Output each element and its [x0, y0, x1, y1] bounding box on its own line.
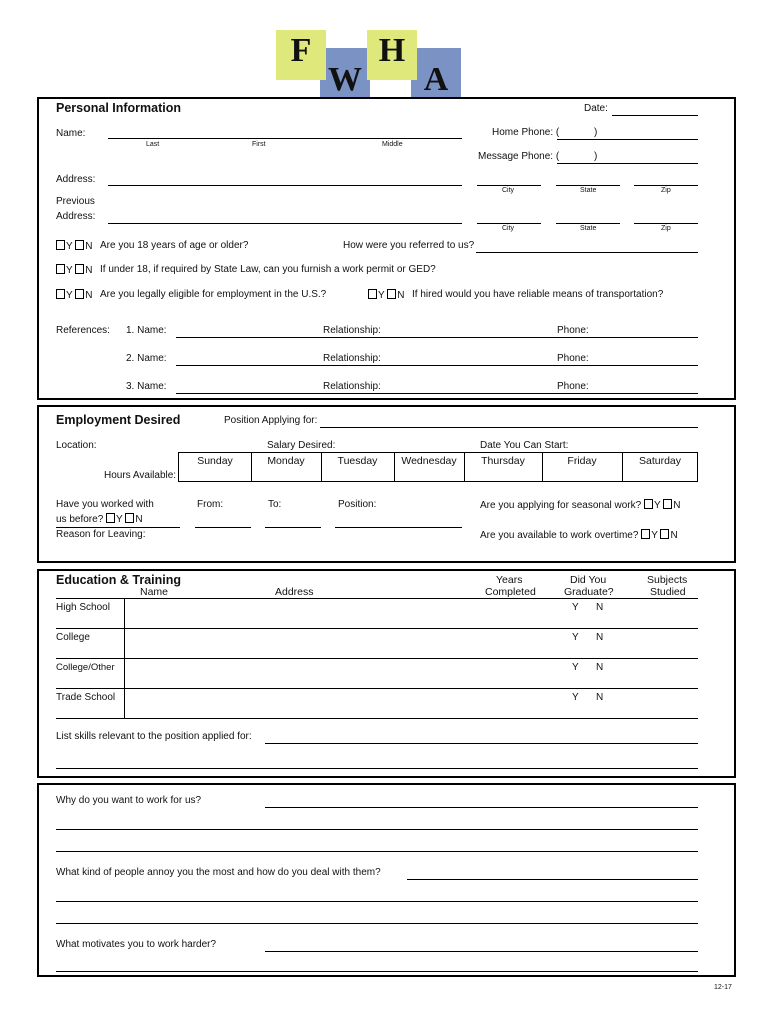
age-y-checkbox[interactable]	[56, 240, 65, 250]
location-label: Location:	[56, 440, 97, 451]
days-table	[178, 452, 698, 482]
skills-label: List skills relevant to the position applied for:	[56, 731, 252, 742]
college-n[interactable]: N	[596, 632, 604, 643]
high-school-y[interactable]: Y	[572, 602, 579, 613]
age-question: Are you 18 years of age or older?	[100, 240, 249, 251]
high-school-row-line[interactable]	[56, 628, 698, 629]
eligible-checkboxes[interactable]: Y N	[56, 289, 93, 301]
worked-n-checkbox[interactable]	[125, 513, 134, 523]
logo-tile-h	[367, 30, 417, 80]
skills-field-2[interactable]	[56, 768, 698, 769]
permit-y-checkbox[interactable]	[56, 264, 65, 274]
trade-school-label: Trade School	[56, 692, 116, 703]
annoy-field-2[interactable]	[56, 901, 698, 902]
state-field[interactable]	[556, 185, 620, 186]
hours-available-label: Hours Available:	[104, 470, 177, 481]
eligible-y-checkbox[interactable]	[56, 289, 65, 299]
worked-underline	[56, 527, 180, 528]
day-monday[interactable]: Monday	[267, 455, 305, 467]
overtime-question: Are you available to work overtime? Y N	[480, 530, 678, 541]
transport-y-checkbox[interactable]	[368, 289, 377, 299]
last-label: Last	[146, 141, 160, 148]
seasonal-text: Are you applying for seasonal work?	[480, 500, 642, 511]
annoy-field-3[interactable]	[56, 923, 698, 924]
seasonal-question: Are you applying for seasonal work? Y N	[480, 500, 681, 511]
permit-checkboxes[interactable]: Y N	[56, 264, 93, 276]
why-field-2[interactable]	[56, 829, 698, 830]
address-label: Address:	[56, 174, 96, 185]
why-field-3[interactable]	[56, 851, 698, 852]
previous-zip-field[interactable]	[634, 223, 698, 224]
college-y[interactable]: Y	[572, 632, 579, 643]
transport-question: If hired would you have reliable means of transportation?	[412, 289, 664, 300]
transport-n-checkbox[interactable]	[387, 289, 396, 299]
position-worked-label: Position:	[338, 499, 377, 510]
middle-label: Middle	[382, 141, 403, 148]
date-field[interactable]	[612, 115, 698, 116]
logo-tile-w	[320, 48, 370, 98]
previous-zip-label: Zip	[661, 225, 671, 232]
from-label: From:	[197, 499, 224, 510]
worked-before-text: us before?	[56, 514, 104, 525]
overtime-n-checkbox[interactable]	[660, 529, 669, 539]
seasonal-n-checkbox[interactable]	[663, 499, 672, 509]
logo-tile-a	[411, 48, 461, 98]
college-other-label: College/Other	[56, 662, 115, 673]
day-wednesday[interactable]: Wednesday	[401, 455, 457, 467]
address-column-header: Address	[275, 586, 314, 598]
ref1-field[interactable]	[176, 337, 698, 338]
footer-code: 12-17	[714, 984, 732, 991]
ref1-relationship-label: Relationship:	[323, 325, 381, 336]
ref3-field[interactable]	[176, 393, 698, 394]
city-field[interactable]	[477, 185, 541, 186]
to-label: To:	[268, 499, 282, 510]
motivate-field-1[interactable]	[265, 951, 698, 952]
home-phone-label: Home Phone: (	[492, 127, 560, 138]
reason-leaving-label: Reason for Leaving:	[56, 529, 146, 540]
logo-tile-f	[276, 30, 326, 80]
annoy-field-1[interactable]	[407, 879, 698, 880]
message-phone-label: Message Phone: (	[478, 151, 560, 162]
trade-school-row-line[interactable]	[56, 718, 698, 719]
name-label: Name:	[56, 128, 86, 139]
permit-n-checkbox[interactable]	[75, 264, 84, 274]
ref1-phone-label: Phone:	[557, 325, 589, 336]
years-header-1: Years	[496, 574, 523, 586]
day-thursday[interactable]: Thursday	[481, 455, 525, 467]
references-label: References:	[56, 325, 110, 336]
worked-y-checkbox[interactable]	[106, 513, 115, 523]
name-field[interactable]	[108, 138, 462, 139]
logo-letter-w: W	[328, 61, 362, 98]
subjects-header-1: Subjects	[647, 574, 688, 586]
message-phone-close: )	[594, 151, 598, 162]
trade-school-y[interactable]: Y	[572, 692, 579, 703]
ref2-phone-label: Phone:	[557, 353, 589, 364]
education-header-line	[56, 598, 698, 599]
day-saturday[interactable]: Saturday	[638, 455, 682, 467]
ref2-name-label: 2. Name:	[126, 353, 167, 364]
previous-city-label: City	[502, 225, 515, 232]
referred-field[interactable]	[476, 252, 698, 253]
zip-field[interactable]	[634, 185, 698, 186]
ref2-relationship-label: Relationship:	[323, 353, 381, 364]
overtime-text: Are you available to work overtime?	[480, 530, 639, 541]
subjects-header-2: Studied	[650, 586, 686, 598]
college-row-line[interactable]	[56, 658, 698, 659]
previous-address-label: Address:	[56, 211, 96, 222]
transport-checkboxes[interactable]: Y N	[368, 289, 405, 301]
salary-label: Salary Desired:	[267, 440, 336, 451]
to-field[interactable]	[265, 527, 321, 528]
seasonal-y-checkbox[interactable]	[644, 499, 653, 509]
from-field[interactable]	[195, 527, 251, 528]
motivate-question: What motivates you to work harder?	[56, 939, 217, 950]
logo-letter-h: H	[378, 32, 406, 69]
college-label: College	[56, 632, 90, 643]
logo-letter-a: A	[423, 61, 449, 98]
message-phone-field[interactable]	[557, 163, 698, 164]
worked-before-label-2: us before? Y N	[56, 514, 143, 525]
graduate-header-1: Did You	[570, 574, 607, 586]
ref3-phone-label: Phone:	[557, 381, 589, 392]
education-section	[37, 569, 736, 778]
college-other-y[interactable]: Y	[572, 662, 579, 673]
eligible-question: Are you legally eligible for employment in the U.S.?	[100, 289, 327, 300]
previous-address-field[interactable]	[108, 223, 462, 224]
why-field-1[interactable]	[265, 807, 698, 808]
why-question: Why do you want to work for us?	[56, 795, 202, 806]
education-title: Education & Training	[56, 573, 182, 587]
name-column-header: Name	[140, 586, 169, 598]
zip-label: Zip	[661, 187, 671, 194]
position-label: Position Applying for:	[224, 415, 318, 426]
home-phone-close: )	[594, 127, 598, 138]
college-other-n[interactable]: N	[596, 662, 604, 673]
previous-city-field[interactable]	[477, 223, 541, 224]
age-checkboxes[interactable]: Y N	[56, 240, 93, 252]
overtime-y-checkbox[interactable]	[641, 529, 650, 539]
skills-field-1[interactable]	[265, 743, 698, 744]
annoy-question: What kind of people annoy you the most and how do you deal with them?	[56, 867, 381, 878]
years-header-2: Completed	[485, 586, 536, 598]
day-friday[interactable]: Friday	[567, 455, 597, 467]
first-label: First	[252, 141, 266, 148]
position-field[interactable]	[320, 427, 698, 428]
position-worked-field[interactable]	[335, 527, 462, 528]
permit-question: If under 18, if required by State Law, can you furnish a work permit or GED?	[100, 264, 436, 275]
referred-question: How were you referred to us?	[343, 240, 475, 251]
address-field[interactable]	[108, 185, 462, 186]
employment-title: Employment Desired	[56, 413, 181, 427]
college-other-row-line[interactable]	[56, 688, 698, 689]
logo-letter-f: F	[290, 32, 312, 69]
date-label: Date:	[584, 103, 608, 114]
eligible-n-checkbox[interactable]	[75, 289, 84, 299]
state-label: State	[580, 187, 597, 194]
personal-title: Personal Information	[56, 101, 182, 115]
previous-state-label: State	[580, 225, 597, 232]
ref2-field[interactable]	[176, 365, 698, 366]
start-label: Date You Can Start:	[480, 440, 569, 451]
motivate-field-2[interactable]	[56, 971, 698, 972]
trade-school-n[interactable]: N	[596, 692, 604, 703]
high-school-label: High School	[56, 602, 110, 613]
city-label: City	[502, 187, 515, 194]
previous-label: Previous	[56, 196, 95, 207]
previous-state-field[interactable]	[556, 223, 620, 224]
high-school-n[interactable]: N	[596, 602, 604, 613]
day-sunday[interactable]: Sunday	[197, 455, 233, 467]
worked-before-label-1: Have you worked with	[56, 499, 154, 510]
ref3-relationship-label: Relationship:	[323, 381, 381, 392]
home-phone-field[interactable]	[557, 139, 698, 140]
ref3-name-label: 3. Name:	[126, 381, 167, 392]
ref1-name-label: 1. Name:	[126, 325, 167, 336]
age-n-checkbox[interactable]	[75, 240, 84, 250]
graduate-header-2: Graduate?	[564, 586, 614, 598]
day-tuesday[interactable]: Tuesday	[337, 455, 378, 467]
